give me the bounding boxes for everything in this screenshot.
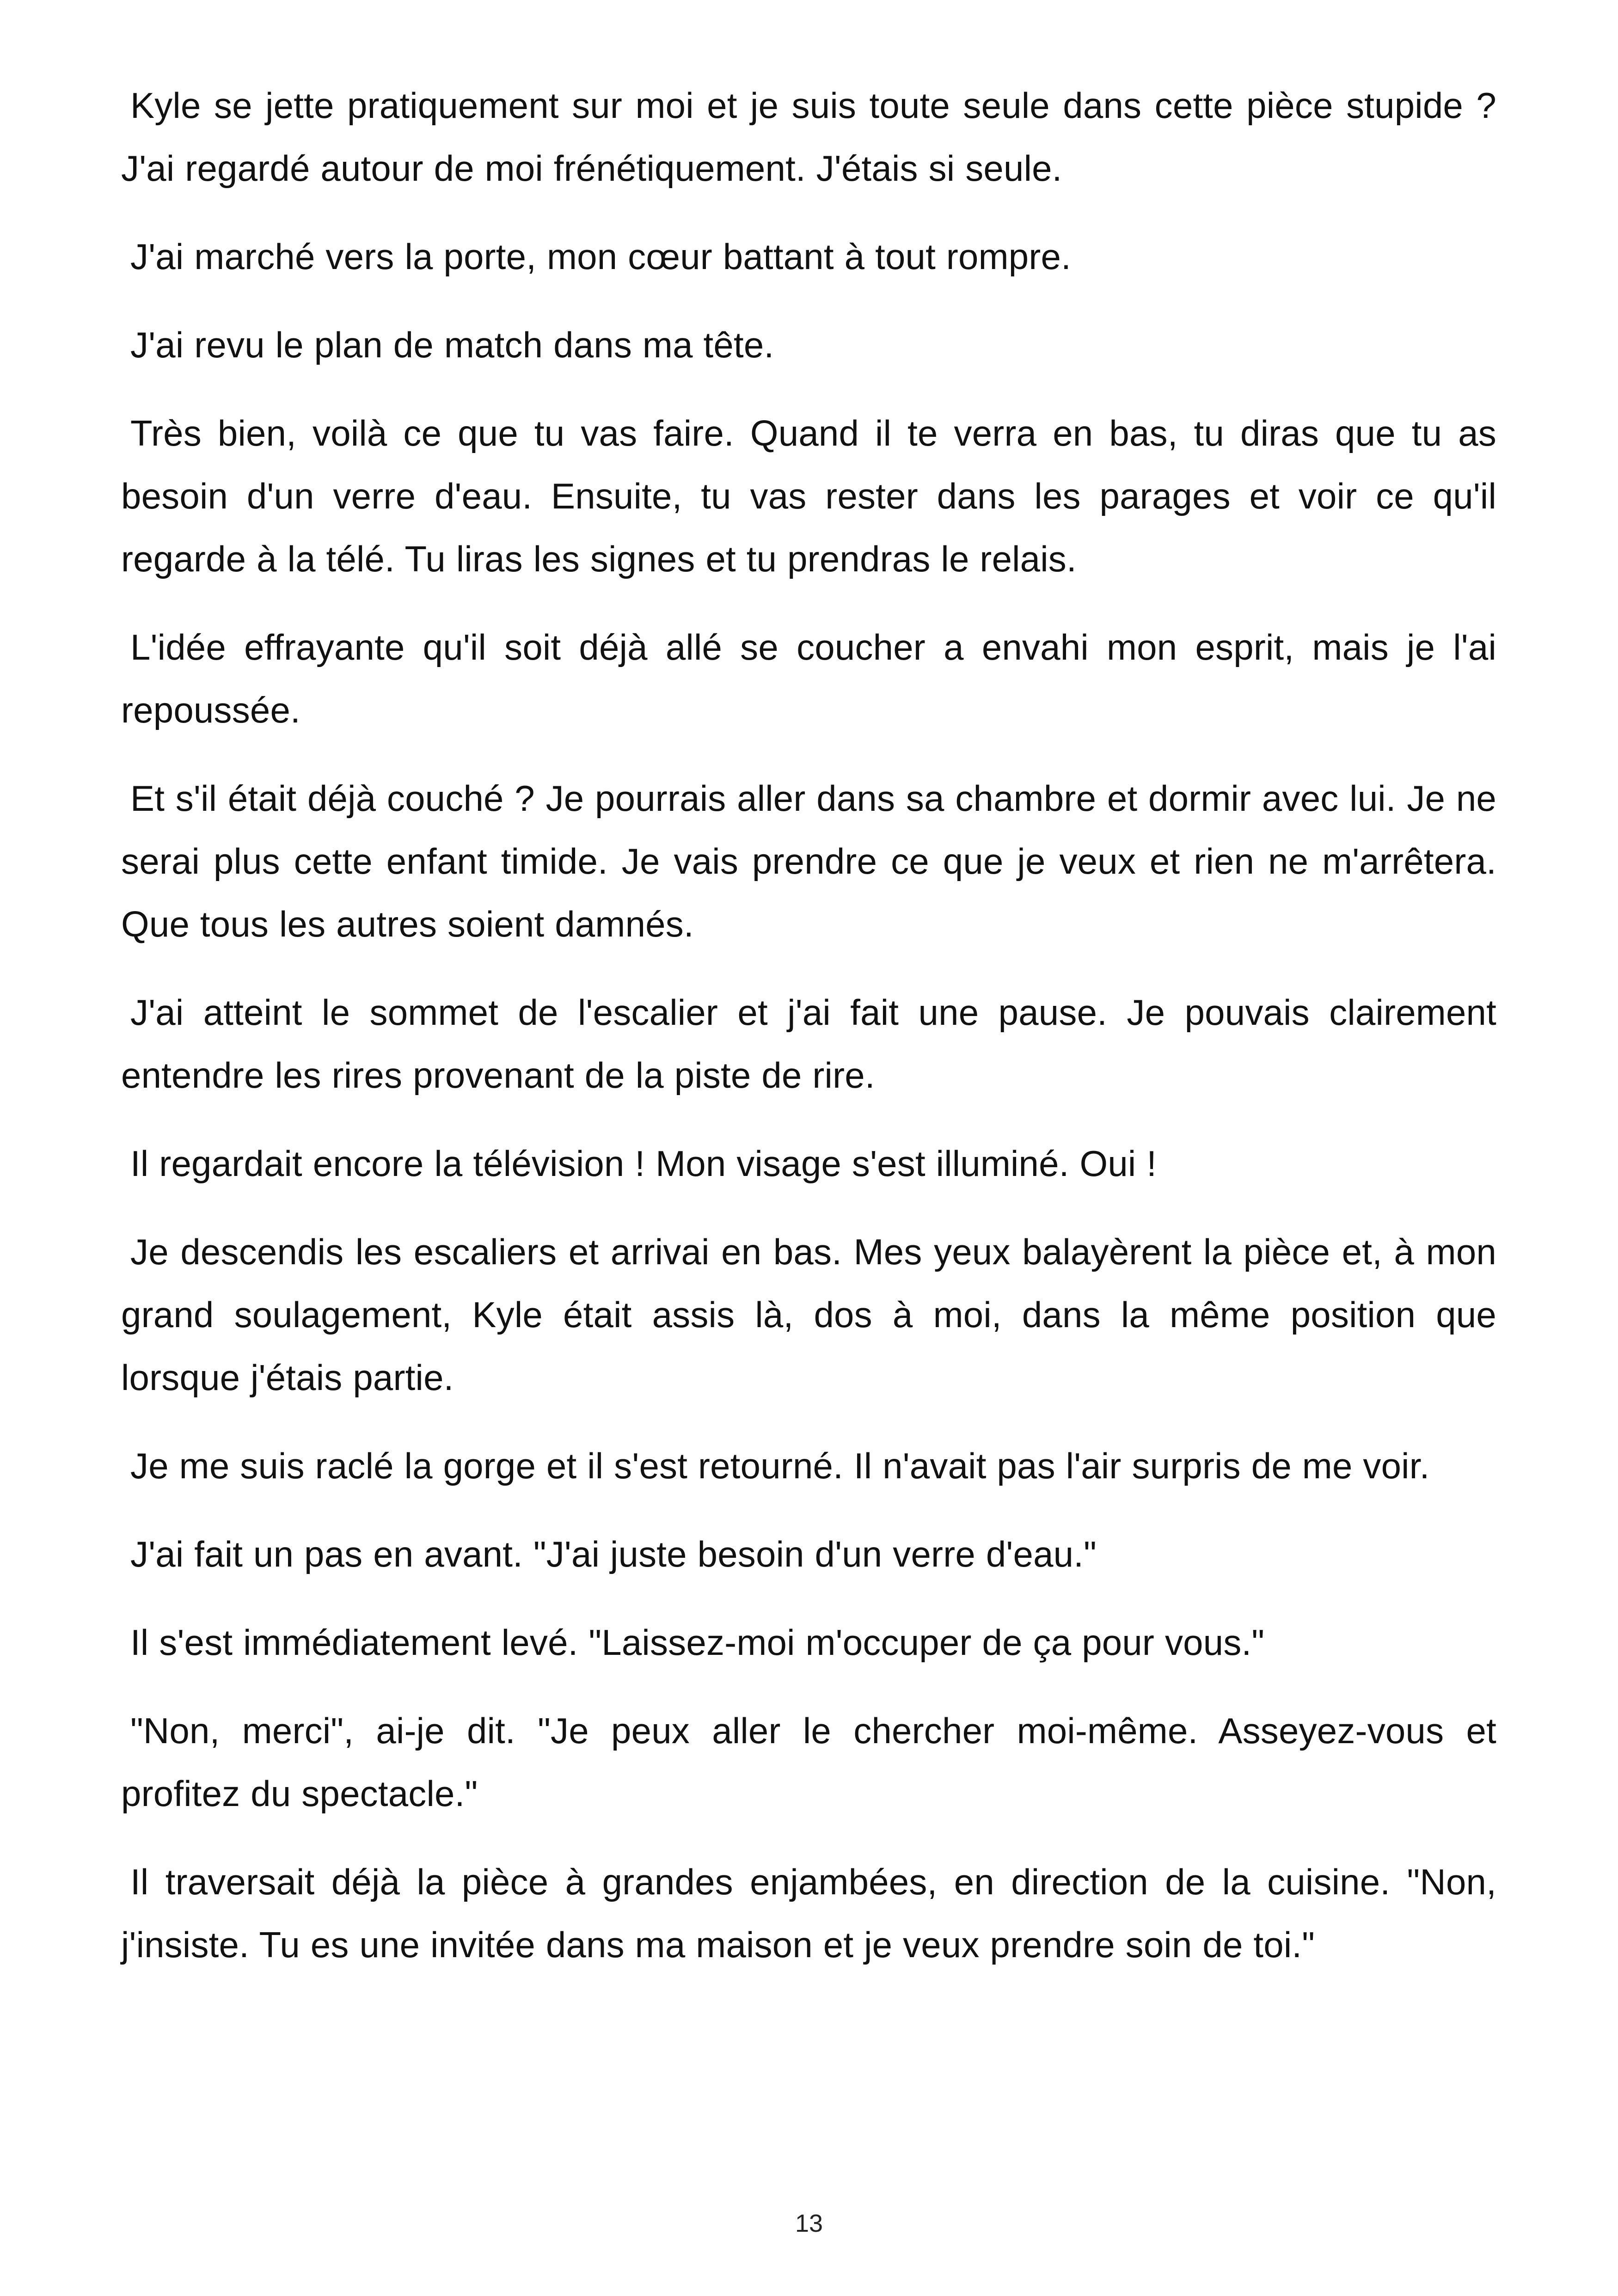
paragraph: Je me suis raclé la gorge et il s'est retourné. Il n'avait pas l'air surpris de me voir. <box>130 1445 1430 1486</box>
paragraph: Très bien, voilà ce que tu vas faire. Quand il te verra en bas, tu diras que tu as besoin d'un verre d'eau. Ensuite, tu vas rester dans les parages et voir ce qu'il regarde à la télé. Tu liras les signes et tu prendras le relais. <box>121 413 1496 579</box>
paragraph: Il regardait encore la télévision ! Mon visage s'est illuminé. Oui ! <box>130 1143 1157 1184</box>
page-number: 13 <box>795 2210 823 2237</box>
document-body <box>121 74 1496 2002</box>
paragraph: J'ai atteint le sommet de l'escalier et j'ai fait une pause. Je pouvais clairement entendre les rires provenant de la piste de rire. <box>121 992 1496 1096</box>
paragraph: "Non, merci", ai-je dit. "Je peux aller le chercher moi-même. Asseyez-vous et profitez du spectacle." <box>121 1710 1496 1814</box>
paragraph: Il traversait déjà la pièce à grandes enjambées, en direction de la cuisine. "Non, j'insiste. Tu es une invitée dans ma maison et je veux prendre soin de toi." <box>121 1861 1496 1965</box>
paragraph: J'ai fait un pas en avant. "J'ai juste besoin d'un verre d'eau." <box>130 1534 1097 1574</box>
paragraph: J'ai marché vers la porte, mon cœur battant à tout rompre. <box>130 236 1071 277</box>
paragraph: Il s'est immédiatement levé. "Laissez-moi m'occuper de ça pour vous." <box>130 1622 1265 1663</box>
paragraph: J'ai revu le plan de match dans ma tête. <box>130 325 774 365</box>
paragraph: L'idée effrayante qu'il soit déjà allé se coucher a envahi mon esprit, mais je l'ai repoussée. <box>121 627 1496 730</box>
paragraph: Kyle se jette pratiquement sur moi et je suis toute seule dans cette pièce stupide ? J'ai regardé autour de moi frénétiquement. J'étais si seule. <box>121 85 1496 189</box>
paragraph: Et s'il était déjà couché ? Je pourrais aller dans sa chambre et dormir avec lui. Je ne serai plus cette enfant timide. Je vais prendre ce que je veux et rien ne m'arrêtera. Que tous les autres soient damnés. <box>121 778 1496 944</box>
paragraph: Je descendis les escaliers et arrivai en bas. Mes yeux balayèrent la pièce et, à mon grand soulagement, Kyle était assis là, dos à moi, dans la même position que lorsque j'étais partie. <box>121 1231 1496 1398</box>
